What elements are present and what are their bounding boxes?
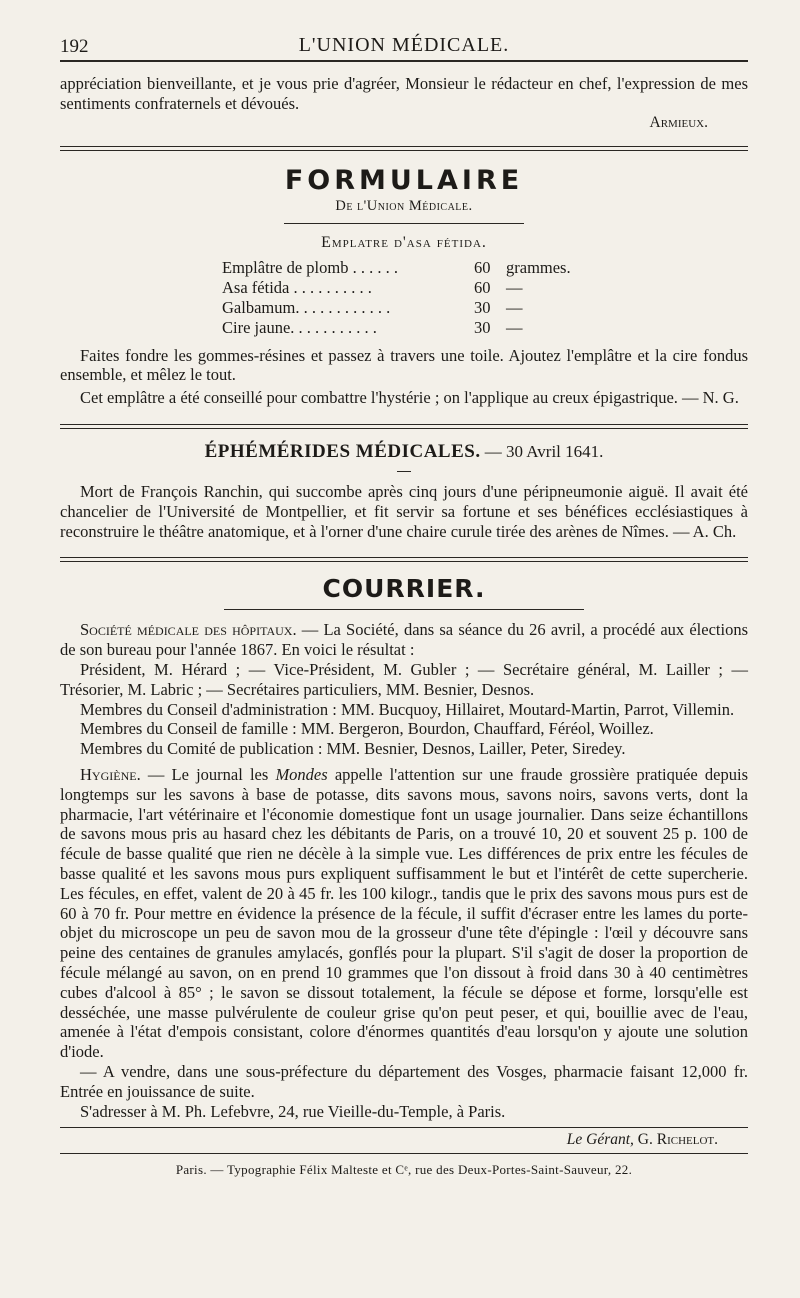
- ephemerides-date: — 30 Avril 1641.: [484, 441, 604, 461]
- ingredient-qty: 60: [474, 277, 491, 297]
- formulaire-title: FORMULAIRE: [284, 164, 524, 196]
- vendre-paragraph: — A vendre, dans une sous-préfecture du département des Vosges, pharmacie faisant 12,000 fr. Entrée en jouissance de suite.: [60, 1061, 748, 1101]
- ingredient-name: Galbamum. . . . . . . . . . . .: [222, 297, 391, 317]
- ingredient-qty: 30: [474, 317, 491, 337]
- recipe-row: [222, 298, 602, 318]
- hygiene-label: Hygiène.: [80, 764, 141, 784]
- bureau-paragraph: Président, M. Hérard ; — Vice-Président, M. Gubler ; — Secrétaire général, M. Lailler ; — Trésorier, M. Labric ; — Secrétaires particuliers, MM. Besnier, Desnos.: [60, 659, 748, 699]
- hygiene-paragraph: [60, 765, 748, 1062]
- conseil-famille-paragraph: Membres du Conseil de famille : MM. Bergeron, Bourdon, Chauffard, Féréol, Woillez.: [80, 719, 654, 739]
- ingredient-unit: —: [506, 297, 523, 317]
- journal-title: L'UNION MÉDICALE.: [298, 34, 510, 56]
- letter-signature: Armieux.: [649, 113, 708, 131]
- ingredient-qty: 30: [474, 297, 491, 317]
- ephemerides-paragraph: Mort de François Ranchin, qui succombe après cinq jours d'une péripneumonie aiguë. Il avait été chancelier de l'Université de Montpellier, et fit servir sa fortune et ses bénéfices ecclésiastiques à reconstruire le théâtre anatomique, et à l'orner d'une chaire curule tirée des arènes de Nîmes. — A. Ch.: [60, 481, 748, 541]
- gerant-label: Le Gérant,: [566, 1131, 634, 1149]
- formulaire-subtitle: De l'Union Médicale.: [335, 197, 473, 214]
- ingredient-unit: grammes.: [506, 257, 571, 277]
- conseil-admin-paragraph: Membres du Conseil d'administration : MM. Bucquoy, Hillairet, Moutard-Martin, Parrot, Villemin.: [80, 699, 735, 719]
- letter-closing: appréciation bienveillante, et je vous prie d'agréer, Monsieur le rédacteur en chef, l'expression de mes sentiments confraternels et dévoués.: [60, 74, 748, 113]
- comite-paragraph: Membres du Comité de publication : MM. Besnier, Desnos, Lailler, Peter, Siredey.: [80, 739, 626, 759]
- ephemerides-title: [60, 441, 748, 463]
- recipe-row: [222, 318, 602, 338]
- formulaire-paragraph: Cet emplâtre a été conseillé pour combattre l'hystérie ; on l'applique au creux épigastrique. — N. G.: [80, 388, 739, 408]
- societe-paragraph: [60, 620, 748, 660]
- printer-imprint: Paris. — Typographie Félix Malteste et Cᵉ, rue des Deux-Portes-Saint-Sauveur, 22.: [175, 1162, 633, 1178]
- societe-label: Société médicale des hôpitaux.: [80, 620, 297, 640]
- ingredient-qty: 60: [474, 257, 491, 277]
- ingredient-unit: —: [506, 317, 523, 337]
- formulaire-paragraph: Faites fondre les gommes-résines et passez à travers une toile. Ajoutez l'emplâtre et la cire fondus ensemble, et mêlez le tout.: [60, 345, 748, 385]
- gerant-name: G. Richelot.: [637, 1131, 718, 1149]
- ingredient-name: Emplâtre de plomb . . . . . .: [222, 257, 398, 277]
- ingredient-name: Cire jaune. . . . . . . . . . .: [222, 317, 377, 337]
- page-number: 192: [60, 36, 89, 57]
- recipe-row: [222, 258, 602, 278]
- gerant-signature: [60, 1131, 718, 1149]
- courrier-title: COURRIER.: [322, 574, 486, 604]
- hygiene-text: appelle l'attention sur une fraude grossière pratiquée depuis longtemps sur les savons à base de potasse, dits savons mous, savons noirs, savons verts, dont la pharmacie, l'art vétérinaire et l'économie domestique font un usage journalier. Dans seize échantillons de savons mous pris au hasard chez les débitants de Paris, on a trouvé 10, 20 et souvent 25 p. 100 de fécule de basse qualité que rien ne décèle à la simple vue. Les différences de prix entre les fécules de basse qualité et les savons mous purs expliquent suffisamment le but et l'intérêt de cette supercherie. Les fécules, en effet, valent de 20 à 45 fr. les 100 kilogr., tandis que le prix des savons mous purs est de 60 à 70 fr. Pour mettre en évidence la présence de la fécule, il suffit d'écraser entre les lames du porte-objet du microscope un peu de savon mou de la grosseur d'une tête d'épingle : l'œil y découvre sans peine des centaines de granules amylacés, gonflés pour la plupart. S'il s'agit de doser la proportion de fécule mélangé au savon, on en prend 10 grammes que l'on dissout à froid dans 30 à 40 centimètres cubes d'alcool à 85° ; le savon se dissout totalement, la fécule se dépose et forme, lorsqu'elle est desséchée, une masse pulvérulente de couleur grise qu'on peut peser, et qui, bouillie avec de l'eau, amenée à l'état d'empois consistant, colore d'énormes quantités d'eau lorsqu'on y ajoute une solution d'iode.: [60, 764, 748, 1062]
- ingredient-unit: —: [506, 277, 523, 297]
- hygiene-journal: Mondes: [275, 764, 328, 784]
- recipe-row: [222, 278, 602, 298]
- page-header: [60, 30, 748, 60]
- ingredient-name: Asa fétida . . . . . . . . . .: [222, 277, 372, 297]
- ephemerides-heading: ÉPHÉMÉRIDES MÉDICALES.: [204, 440, 481, 462]
- adresse-paragraph: S'adresser à M. Ph. Lefebvre, 24, rue Vieille-du-Temple, à Paris.: [80, 1101, 506, 1121]
- recipe-title: Emplatre d'asa fétida.: [321, 233, 487, 251]
- hygiene-pre: — Le journal les: [140, 764, 276, 784]
- societe-text: — La Société, dans sa séance du 26 avril, a procédé aux élections de son bureau pour l'année 1867. En voici le résultat :: [60, 620, 748, 660]
- recipe-table: [222, 258, 602, 338]
